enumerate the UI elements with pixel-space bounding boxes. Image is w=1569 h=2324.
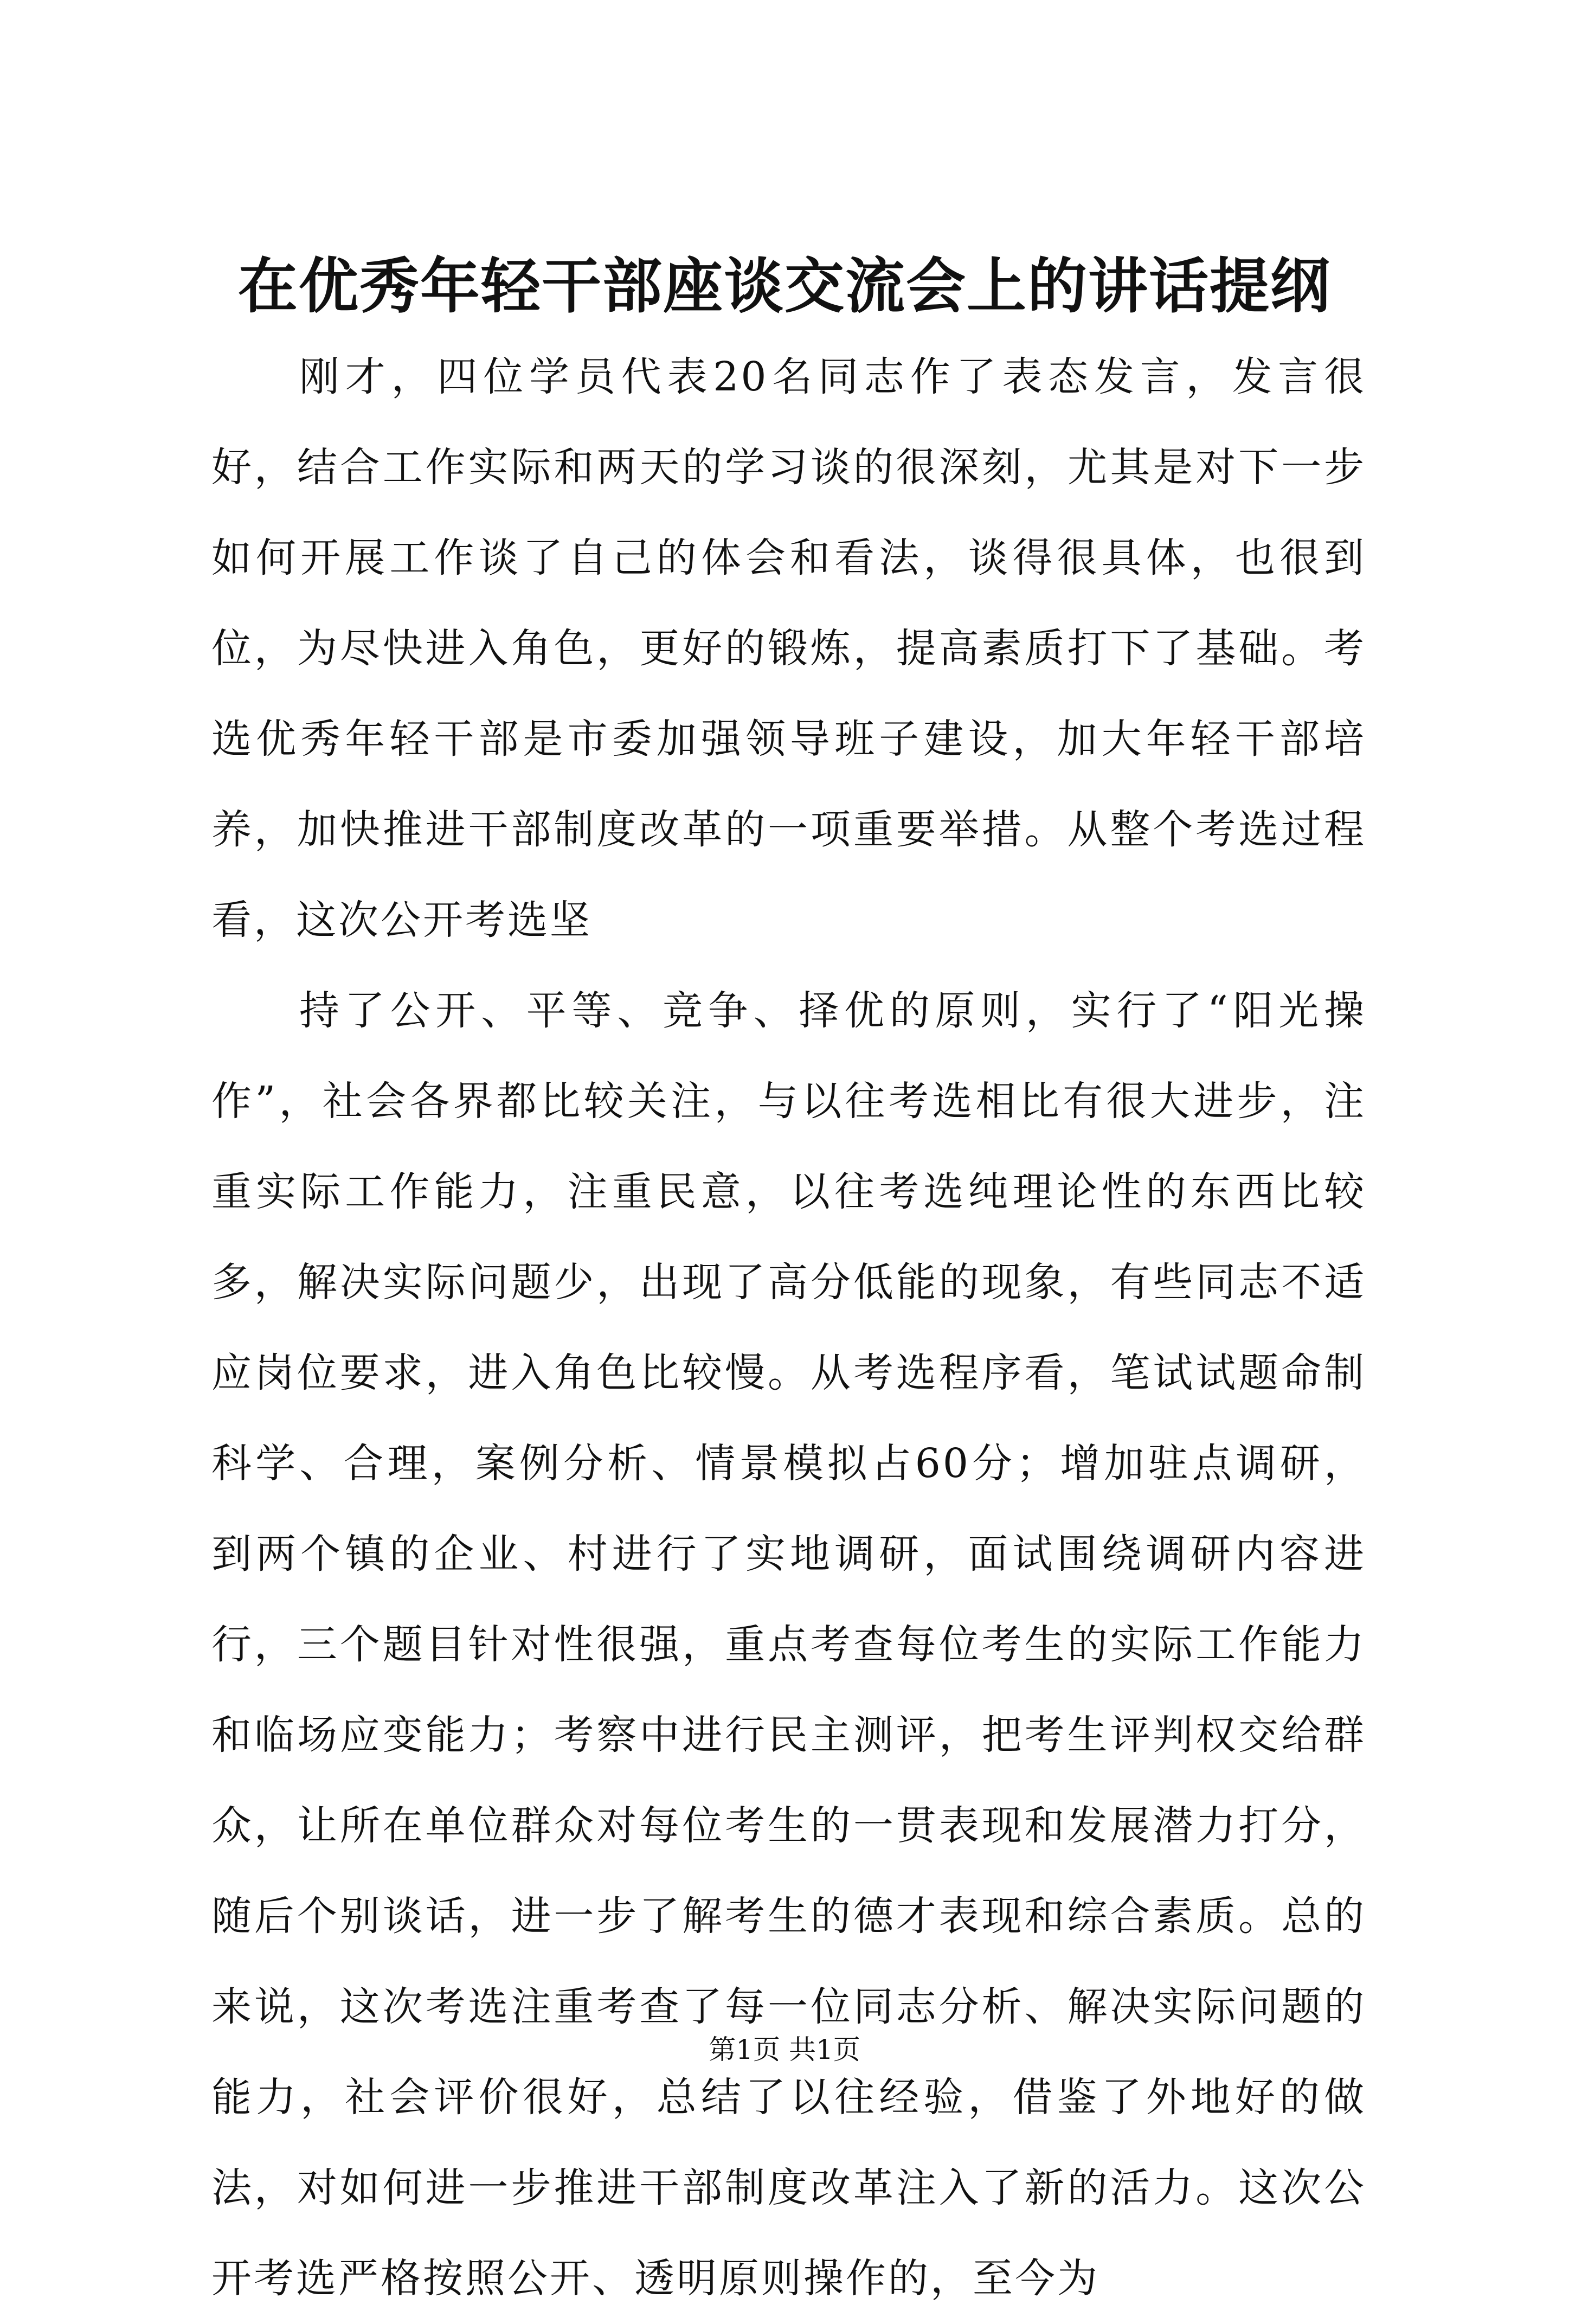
document-title: 在优秀年轻干部座谈交流会上的讲话提纲 [238, 251, 1331, 321]
paragraph-1: 刚才，四位学员代表20名同志作了表态发言，发言很好，结合工作实际和两天的学习谈的很深刻，尤其是对下一步如何开展工作谈了自己的体会和看法，谈得很具体，也很到位，为尽快进入角色，更好的锻炼，提高素质打下了基础。考选优秀年轻干部是市委加强领导班子建设，加大年轻干部培养，加快推进干部制度改革的一项重要举措。从整个考选过程看，这次公开考选坚 [211, 354, 1366, 943]
page-footer: 第1页 共1页 [709, 2034, 860, 2065]
document-body [211, 332, 1366, 2324]
paragraph-2: 持了公开、平等、竞争、择优的原则，实行了“阳光操作”，社会各界都比较关注，与以往考选相比有很大进步，注重实际工作能力，注重民意，以往考选纯理论性的东西比较多，解决实际问题少，出现了高分低能的现象，有些同志不适应岗位要求，进入角色比较慢。从考选程序看，笔试试题命制科学、合理，案例分析、情景模拟占60分；增加驻点调研，到两个镇的企业、村进行了实地调研，面试围绕调研内容进行，三个题目针对性很强，重点考查每位考生的实际工作能力和临场应变能力；考察中进行民主测评，把考生评判权交给群众，让所在单位群众对每位考生的一贯表现和发展潜力打分，随后个别谈话，进一步了解考生的德才表现和综合素质。总的来说，这次考选注重考查了每一位同志分析、解决实际问题的能力，社会评价很好，总结了以往经验，借鉴了外地好的做法，对如何进一步推进干部制度改革注入了新的活力。这次公开考选严格按照公开、透明原则操作的，至今为 [211, 987, 1366, 2302]
